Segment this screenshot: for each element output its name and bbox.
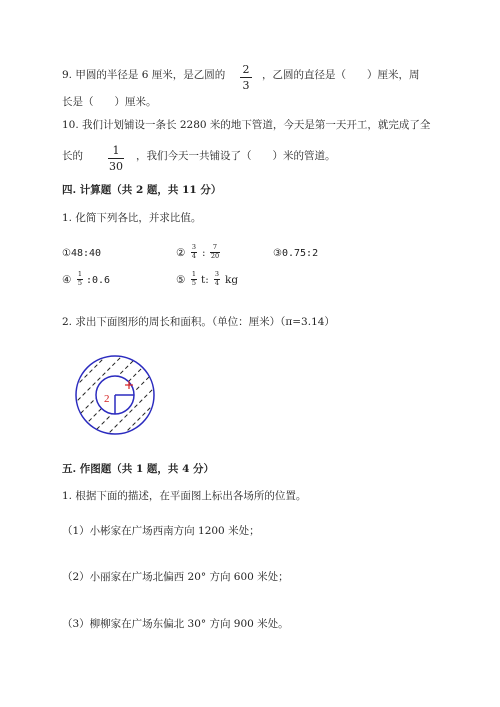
q9-line1-a: 9. 甲圆的半径是 6 厘米，是乙圆的	[62, 69, 226, 81]
q10-fraction-numerator: 1	[112, 144, 120, 157]
q10-fraction	[108, 144, 124, 173]
section5-title: 五. 作图题（共 1 题，共 4 分）	[62, 463, 215, 475]
numerator: 7	[212, 243, 218, 251]
ratio-4-label: ④	[62, 274, 72, 286]
ratio-1: ①48:40	[62, 248, 102, 259]
denominator: 4	[191, 252, 197, 260]
numerator: 3	[191, 243, 197, 251]
q9-fraction	[240, 63, 252, 92]
section5-q1: 1. 根据下面的描述，在平面图上标出各场所的位置。	[62, 490, 307, 502]
q9-line1-b: ，乙圆的直径是（ ）厘米，周	[262, 69, 420, 81]
q10-line2-a: 长的	[62, 150, 83, 162]
q10-line1: 10. 我们计划铺设一条长 2280 米的地下管道，今天是第一天开工，就完成了全	[62, 119, 431, 131]
ratio-5-unit: kg	[225, 274, 239, 286]
q10-fraction-denominator: 30	[109, 160, 123, 173]
numerator: 3	[214, 270, 220, 278]
ratio-2-frac-1	[191, 244, 197, 260]
radius-label: 2	[104, 393, 110, 405]
fraction-bar	[108, 158, 124, 159]
q9-line2: 长是（ ）厘米。	[62, 96, 157, 108]
denominator: 5	[77, 279, 83, 287]
annulus-figure	[70, 352, 160, 436]
ratio-3: ③0.75:2	[273, 248, 319, 259]
section4-q1: 1. 化简下列各比，并求比值。	[62, 212, 202, 224]
denominator: 4	[214, 279, 220, 287]
numerator: 1	[77, 270, 83, 278]
numerator: 1	[191, 270, 197, 278]
ratio-5-frac-2	[214, 271, 220, 287]
ratio-5-label: ⑤	[176, 274, 186, 286]
ratio-4-frac	[77, 271, 83, 287]
section5-item-2: （2）小丽家在广场北偏西 20° 方向 600 米处；	[62, 571, 289, 583]
ratio-2-label: ②	[176, 247, 186, 259]
q9-fraction-numerator: 2	[242, 63, 250, 76]
ratio-2-separator: :	[202, 247, 206, 259]
ratio-5-mid: t:	[201, 274, 209, 286]
section4-title: 四. 计算题（共 2 题，共 11 分）	[62, 184, 222, 196]
section5-item-1: （1）小彬家在广场西南方向 1200 米处；	[62, 525, 260, 537]
section4-q2: 2. 求出下面图形的周长和面积。（单位：厘米）（π=3.14）	[62, 316, 335, 328]
ratio-4-rest: :0.6	[86, 275, 111, 286]
section5-item-3: （3）柳柳家在广场东偏北 30° 方向 900 米处。	[62, 618, 289, 630]
q10-line2-b: ，我们今天一共铺设了（ ）米的管道。	[136, 150, 336, 162]
ratio-2-frac-2	[210, 244, 220, 260]
denominator: 5	[191, 279, 197, 287]
q9-fraction-denominator: 3	[242, 79, 250, 92]
denominator: 20	[210, 252, 220, 260]
ratio-5-frac-1	[191, 271, 197, 287]
fraction-bar	[240, 77, 252, 78]
